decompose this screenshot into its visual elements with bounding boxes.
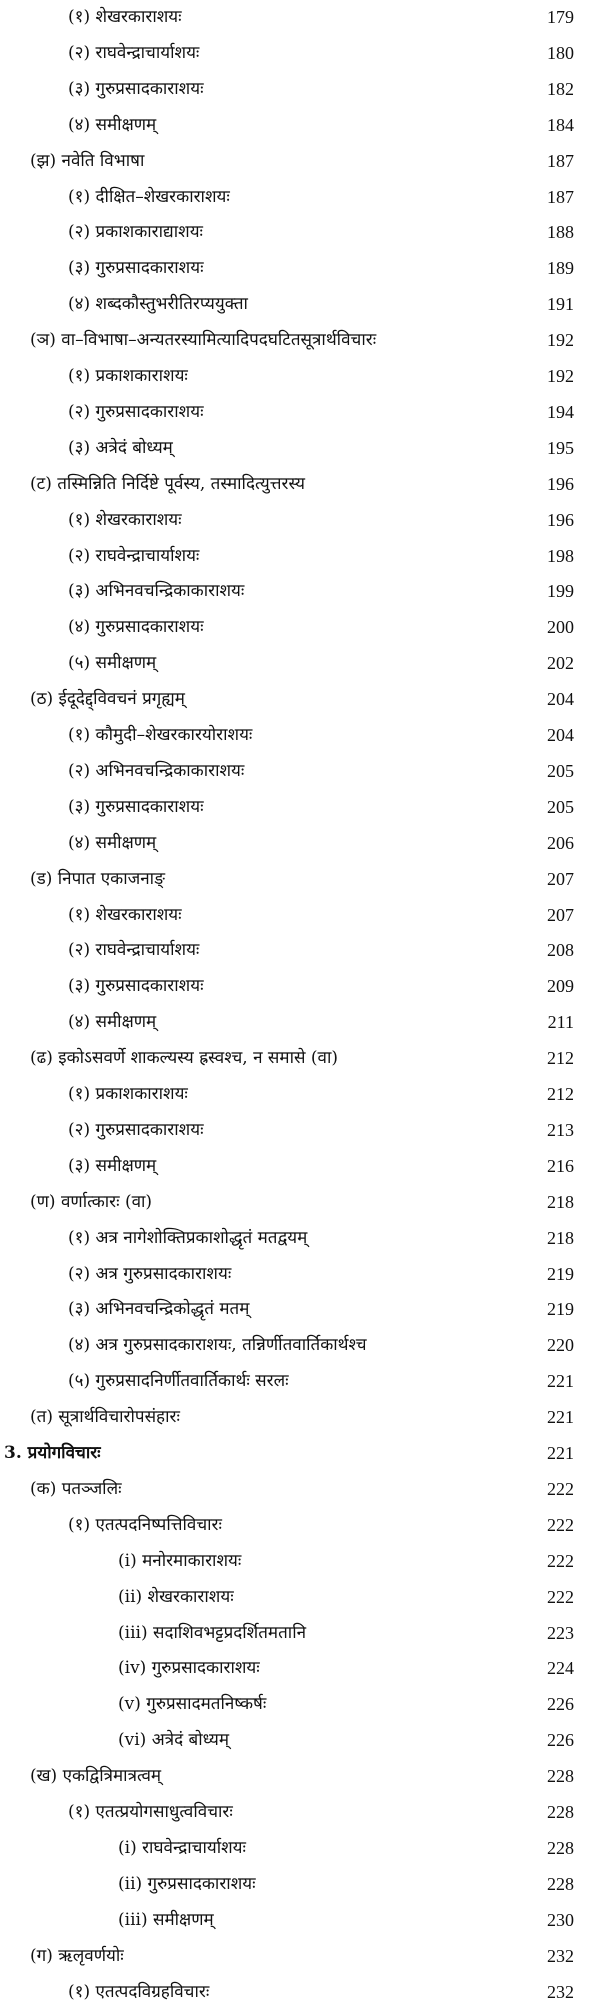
toc-entry — [0, 720, 600, 750]
page-number: 220 — [547, 1335, 574, 1356]
page-number: 188 — [547, 222, 574, 243]
toc-entry — [0, 1689, 600, 1719]
toc-entry — [0, 38, 600, 68]
toc-entry — [0, 792, 600, 822]
page-number: 216 — [547, 1155, 574, 1176]
page-number: 232 — [547, 1981, 574, 2002]
toc-entry — [0, 1474, 600, 1504]
entry-title: (v) गुरुप्रसादमतनिष्कर्षः — [118, 1694, 267, 1715]
toc-entry — [0, 1151, 600, 1181]
page-number: 222 — [547, 1514, 574, 1535]
toc-entry — [0, 612, 600, 642]
page-number: 209 — [547, 976, 574, 997]
entry-title: (२) गुरुप्रसादकाराशयः — [68, 401, 204, 422]
page-number: 182 — [547, 78, 574, 99]
page-number: 202 — [547, 653, 574, 674]
page-number: 211 — [547, 1012, 574, 1033]
toc-entry — [0, 1043, 600, 1073]
toc-entry — [0, 1259, 600, 1289]
entry-title: (४) समीक्षणम् — [68, 114, 157, 135]
page-number: 219 — [547, 1263, 574, 1284]
entry-title: (१) प्रकाशकाराशयः — [68, 1084, 188, 1104]
toc-entry — [0, 361, 600, 391]
page-number: 194 — [547, 401, 574, 422]
entry-title: (३) अत्रेदं बोध्यम् — [68, 437, 173, 458]
toc-entry — [0, 146, 600, 176]
page-number: 222 — [547, 1550, 574, 1571]
entry-title: (१) दीक्षित–शेखरकाराशयः — [68, 186, 230, 207]
page-number: 221 — [547, 1443, 574, 1463]
page-number: 184 — [547, 114, 574, 135]
page-number: 207 — [547, 904, 574, 925]
entry-title: (१) शेखरकाराशयः — [68, 7, 182, 27]
toc-entry — [0, 1941, 600, 1971]
entry-title: 3. प्रयोगविचारः — [4, 1443, 101, 1463]
page-number: 218 — [547, 1191, 574, 1212]
toc-entry — [0, 1618, 600, 1648]
page-number: 226 — [547, 1694, 574, 1715]
page-number: 212 — [547, 1048, 574, 1069]
entry-title: (१) एतत्प्रयोगसाधुत्वविचारः — [68, 1802, 233, 1822]
page-number: 187 — [547, 186, 574, 207]
entry-title: (iv) गुरुप्रसादकाराशयः — [118, 1658, 260, 1679]
page-number: 219 — [547, 1299, 574, 1320]
page-number: 179 — [547, 7, 574, 27]
page-number: 221 — [547, 1407, 574, 1428]
entry-title: (iii) समीक्षणम् — [118, 1909, 214, 1930]
entry-title: (iii) सदाशिवभट्टप्रदर्शितमतानि — [118, 1622, 307, 1643]
toc-entry — [0, 1079, 600, 1109]
entry-title: (२) राघवेन्द्राचार्याशयः — [68, 42, 200, 63]
toc-entry — [0, 1402, 600, 1432]
page-number: 218 — [547, 1227, 574, 1248]
toc-entry — [0, 684, 600, 714]
toc-entry — [0, 648, 600, 678]
page-number: 222 — [547, 1586, 574, 1607]
entry-title: (१) कौमुदी–शेखरकारयोराशयः — [68, 725, 253, 745]
page-number: 208 — [547, 940, 574, 961]
page-number: 192 — [547, 330, 574, 351]
entry-title: (१) एतत्पदविग्रहविचारः — [68, 1981, 210, 2002]
entry-title: (झ) नवेति विभाषा — [30, 150, 145, 171]
toc-entry — [0, 1546, 600, 1576]
page-number: 206 — [547, 832, 574, 853]
entry-title: (त) सूत्रार्थविचारोपसंहारः — [30, 1407, 180, 1428]
toc-entry — [0, 1761, 600, 1791]
page-number: 226 — [547, 1730, 574, 1751]
page-number: 196 — [547, 473, 574, 494]
entry-title: (ii) शेखरकाराशयः — [118, 1586, 234, 1607]
page-number: 180 — [547, 42, 574, 63]
entry-title: (vi) अत्रेदं बोध्यम् — [118, 1730, 230, 1751]
page-number: 187 — [547, 150, 574, 171]
page-number: 213 — [547, 1119, 574, 1140]
toc-entry — [0, 433, 600, 463]
entry-title: (ड) निपात एकाजनाङ् — [30, 868, 165, 889]
page-number: 212 — [547, 1084, 574, 1104]
toc-entry — [0, 469, 600, 499]
toc-entry — [0, 1294, 600, 1324]
entry-title: (ii) गुरुप्रसादकाराशयः — [118, 1873, 256, 1894]
entry-title: (५) समीक्षणम् — [68, 653, 157, 674]
entry-title: (२) अभिनवचन्द्रिकाकाराशयः — [68, 760, 245, 781]
page-number: 191 — [547, 294, 574, 315]
entry-title: (३) गुरुप्रसादकाराशयः — [68, 78, 204, 99]
entry-title: (३) गुरुप्रसादकाराशयः — [68, 258, 204, 279]
entry-title: (५) गुरुप्रसादनिर्णीतवार्तिकार्थः सरलः — [68, 1371, 289, 1392]
toc-entry — [0, 1797, 600, 1827]
entry-title: (२) गुरुप्रसादकाराशयः — [68, 1119, 204, 1140]
page-number: 200 — [547, 617, 574, 638]
toc-entry — [0, 505, 600, 535]
toc-entry — [0, 971, 600, 1001]
page-number: 196 — [547, 509, 574, 530]
page-number: 223 — [547, 1622, 574, 1643]
entry-title: (४) समीक्षणम् — [68, 832, 157, 853]
toc-entry — [0, 541, 600, 571]
entry-title: (२) अत्र गुरुप्रसादकाराशयः — [68, 1263, 232, 1284]
page-number: 205 — [547, 760, 574, 781]
page-number: 232 — [547, 1945, 574, 1966]
entry-title: (१) प्रकाशकाराशयः — [68, 366, 188, 386]
toc-entry — [0, 217, 600, 247]
toc-entry — [0, 289, 600, 319]
page-number: 192 — [547, 366, 574, 386]
page-number: 230 — [547, 1909, 574, 1930]
page-number: 228 — [547, 1873, 574, 1894]
entry-title: (३) गुरुप्रसादकाराशयः — [68, 796, 204, 817]
entry-title: (२) राघवेन्द्राचार्याशयः — [68, 940, 200, 961]
entry-title: (ण) वर्णात्कारः (वा) — [30, 1191, 153, 1212]
entry-title: (३) गुरुप्रसादकाराशयः — [68, 976, 204, 997]
entry-title: (ग) ऋलृवर्णयोः — [30, 1945, 124, 1966]
toc-entry — [0, 1582, 600, 1612]
page-number: 189 — [547, 258, 574, 279]
toc-entry — [0, 325, 600, 355]
toc-entry — [0, 576, 600, 606]
entry-title: (४) शब्दकौस्तुभरीतिरप्ययुक्ता — [68, 294, 248, 315]
page-number: 207 — [547, 868, 574, 889]
toc-entry — [0, 1223, 600, 1253]
toc-entry — [0, 935, 600, 965]
toc-entry — [0, 397, 600, 427]
entry-title: (क) पतञ्जलिः — [30, 1478, 122, 1499]
entry-title: (ढ) इकोऽसवर्णे शाकल्यस्य ह्रस्वश्च, न समासे (वा) — [30, 1048, 338, 1069]
page-number: 224 — [547, 1658, 574, 1679]
entry-title: (२) राघवेन्द्राचार्याशयः — [68, 545, 200, 566]
page-number: 228 — [547, 1766, 574, 1787]
page-number: 199 — [547, 581, 574, 602]
page-number: 228 — [547, 1837, 574, 1858]
toc-entry — [0, 1438, 600, 1468]
toc-entry — [0, 756, 600, 786]
toc-entry — [0, 864, 600, 894]
entry-title: (ठ) ईदूदेद्द्विवचनं प्रगृह्यम् — [30, 689, 185, 710]
page-number: 205 — [547, 796, 574, 817]
toc-entry — [0, 1366, 600, 1396]
toc-entry — [0, 1977, 600, 2007]
toc-entry — [0, 900, 600, 930]
entry-title: (i) राघवेन्द्राचार्याशयः — [118, 1837, 246, 1858]
entry-title: (ट) तस्मिन्निति निर्दिष्टे पूर्वस्य, तस्मादित्युत्तरस्य — [30, 473, 305, 494]
toc-entry — [0, 253, 600, 283]
page-number: 204 — [547, 725, 574, 745]
entry-title: (१) एतत्पदनिष्पत्तिविचारः — [68, 1514, 222, 1535]
entry-title: (१) शेखरकाराशयः — [68, 509, 182, 530]
toc-entry — [0, 2, 600, 32]
toc-entry — [0, 1330, 600, 1360]
entry-title: (३) अभिनवचन्द्रिकाकाराशयः — [68, 581, 245, 602]
page-number: 198 — [547, 545, 574, 566]
entry-title: (ख) एकद्वित्रिमात्रत्वम् — [30, 1766, 162, 1787]
toc-entry — [0, 828, 600, 858]
page-number: 195 — [547, 437, 574, 458]
page-number: 222 — [547, 1478, 574, 1499]
toc-entry — [0, 1007, 600, 1037]
toc-entry — [0, 1653, 600, 1683]
entry-title: (४) समीक्षणम् — [68, 1012, 157, 1033]
page-number: 221 — [547, 1371, 574, 1392]
toc-entry — [0, 74, 600, 104]
entry-title: (ञ) वा–विभाषा–अन्यतरस्यामित्यादिपदघटितसूत्रार्थविचारः — [30, 330, 377, 351]
toc-entry — [0, 1187, 600, 1217]
toc-entry — [0, 110, 600, 140]
toc-entry — [0, 1115, 600, 1145]
toc-entry — [0, 1905, 600, 1935]
toc-entry — [0, 1725, 600, 1755]
entry-title: (१) शेखरकाराशयः — [68, 904, 182, 925]
entry-title: (१) अत्र नागेशोक्तिप्रकाशोद्धृतं मतद्वयम् — [68, 1227, 308, 1248]
page-number: 228 — [547, 1802, 574, 1822]
entry-title: (३) अभिनवचन्द्रिकोद्धृतं मतम् — [68, 1299, 250, 1320]
entry-title: (२) प्रकाशकाराद्याशयः — [68, 222, 203, 243]
toc-entry — [0, 182, 600, 212]
toc-entry — [0, 1510, 600, 1540]
toc-entry — [0, 1869, 600, 1899]
page-number: 204 — [547, 689, 574, 710]
toc-entry — [0, 1833, 600, 1863]
entry-title: (i) मनोरमाकाराशयः — [118, 1550, 242, 1571]
entry-title: (४) गुरुप्रसादकाराशयः — [68, 617, 204, 638]
entry-title: (३) समीक्षणम् — [68, 1155, 157, 1176]
entry-title: (४) अत्र गुरुप्रसादकाराशयः, तन्निर्णीतवार्तिकार्थश्च — [68, 1335, 367, 1356]
